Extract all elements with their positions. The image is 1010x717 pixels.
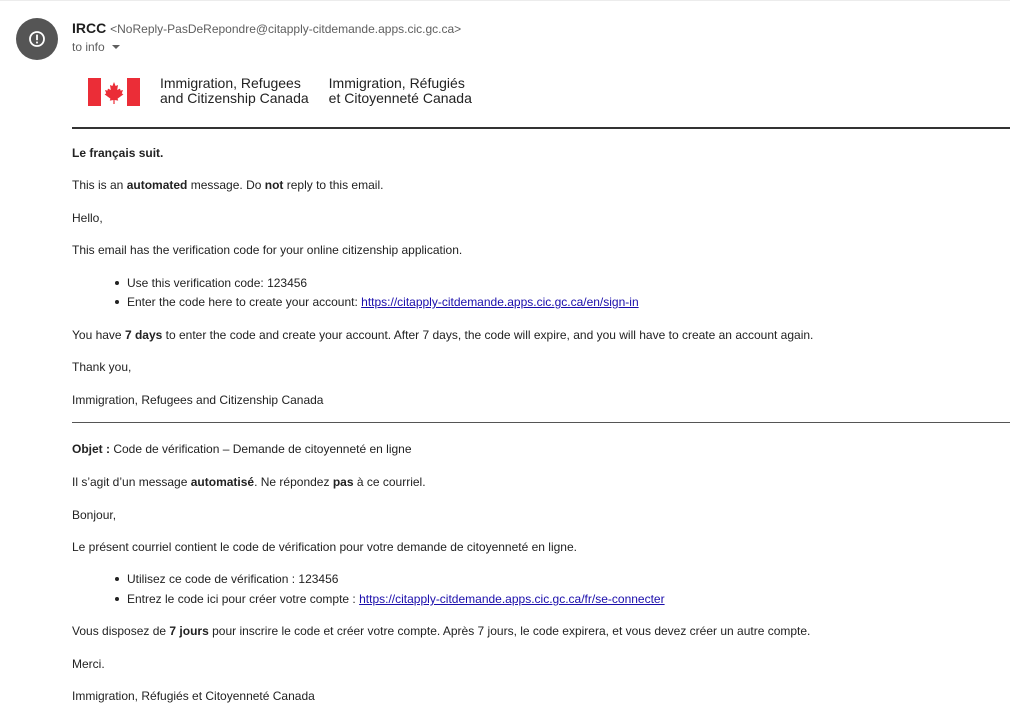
notice-bold: not bbox=[264, 178, 284, 192]
french-follows-text: Le français suit. bbox=[72, 146, 164, 160]
department-french-line: Immigration, Réfugiés bbox=[328, 75, 465, 91]
header-divider bbox=[72, 127, 1010, 129]
automated-notice bbox=[72, 178, 383, 192]
sign-in-text: Enter the code here to create your account: bbox=[127, 295, 362, 309]
canada-flag-icon bbox=[88, 78, 140, 106]
top-divider bbox=[0, 0, 1010, 1]
notice-text: reply to this email. bbox=[283, 178, 384, 192]
chevron-down-icon bbox=[112, 45, 120, 49]
sign-in-text: Entrez le code ici pour créer votre compte : bbox=[127, 592, 360, 606]
alert-circle-icon bbox=[28, 30, 46, 48]
signature-french: Immigration, Réfugiés et Citoyenneté Canada bbox=[72, 689, 315, 703]
notice-text: message. Do bbox=[187, 178, 265, 192]
subject-label: Objet : bbox=[72, 442, 110, 456]
intro-text-french: Le présent courriel contient le code de vérification pour votre demande de citoyenneté en ligne. bbox=[72, 540, 577, 554]
sender-email: <NoReply-PasDeRepondre@citapply-citdemande.apps.cic.gc.ca> bbox=[110, 22, 462, 36]
greeting: Hello, bbox=[72, 211, 103, 225]
expiry-bold: 7 jours bbox=[169, 624, 209, 638]
french-follows-note bbox=[72, 146, 163, 160]
verification-code-item-french: Utilisez ce code de vérification : 123456 bbox=[127, 572, 339, 586]
notice-text: Il s’agit d’un message bbox=[72, 475, 191, 489]
sign-in-link-french[interactable]: https://citapply-citdemande.apps.cic.gc.ca/fr/se-connecter bbox=[359, 592, 665, 606]
ircc-banner bbox=[88, 76, 472, 106]
automated-notice-french bbox=[72, 475, 426, 489]
department-french-line: et Citoyenneté Canada bbox=[328, 90, 472, 106]
department-name-english bbox=[160, 76, 309, 106]
subject-line bbox=[72, 442, 412, 456]
expiry-text: Vous disposez de bbox=[72, 624, 170, 638]
notice-text: This is an bbox=[72, 178, 127, 192]
signature: Immigration, Refugees and Citizenship Canada bbox=[72, 393, 324, 407]
thanks-french: Merci. bbox=[72, 657, 105, 671]
department-name-french bbox=[329, 76, 472, 106]
expiry-text: pour inscrire le code et créer votre compte. Après 7 jours, le code expirera, et vous devez créer un autre compte. bbox=[208, 624, 811, 638]
subject-text: Code de vérification – Demande de citoyenneté en ligne bbox=[110, 442, 412, 456]
sign-in-link[interactable]: https://citapply-citdemande.apps.cic.gc.ca/en/sign-in bbox=[361, 295, 639, 309]
notice-bold: automatisé bbox=[190, 475, 255, 489]
recipient-details-toggle[interactable] bbox=[72, 40, 120, 54]
sender-line bbox=[72, 20, 461, 36]
intro-text: This email has the verification code for your online citizenship application. bbox=[72, 243, 463, 257]
sign-in-item bbox=[127, 295, 639, 309]
notice-text: . Ne répondez bbox=[254, 475, 333, 489]
department-english-line: Immigration, Refugees bbox=[160, 75, 301, 91]
expiry-text: to enter the code and create your account. After 7 days, the code will expire, and you will have to create an account again. bbox=[162, 328, 814, 342]
notice-bold: pas bbox=[332, 475, 354, 489]
expiry-bold: 7 days bbox=[124, 328, 163, 342]
notice-bold: automated bbox=[126, 178, 188, 192]
notice-text: à ce courriel. bbox=[353, 475, 426, 489]
greeting-french: Bonjour, bbox=[72, 508, 117, 522]
verification-code-item: Use this verification code: 123456 bbox=[127, 276, 308, 290]
sender-name[interactable]: IRCC bbox=[72, 20, 107, 36]
expiry-notice bbox=[72, 328, 813, 342]
sign-in-item-french bbox=[127, 592, 665, 606]
recipient-label: to info bbox=[72, 40, 105, 54]
language-divider bbox=[72, 422, 1010, 423]
thanks: Thank you, bbox=[72, 360, 132, 374]
expiry-notice-french bbox=[72, 624, 810, 638]
expiry-text: You have bbox=[72, 328, 125, 342]
sender-avatar[interactable] bbox=[16, 18, 58, 60]
department-english-line: and Citizenship Canada bbox=[160, 90, 309, 106]
